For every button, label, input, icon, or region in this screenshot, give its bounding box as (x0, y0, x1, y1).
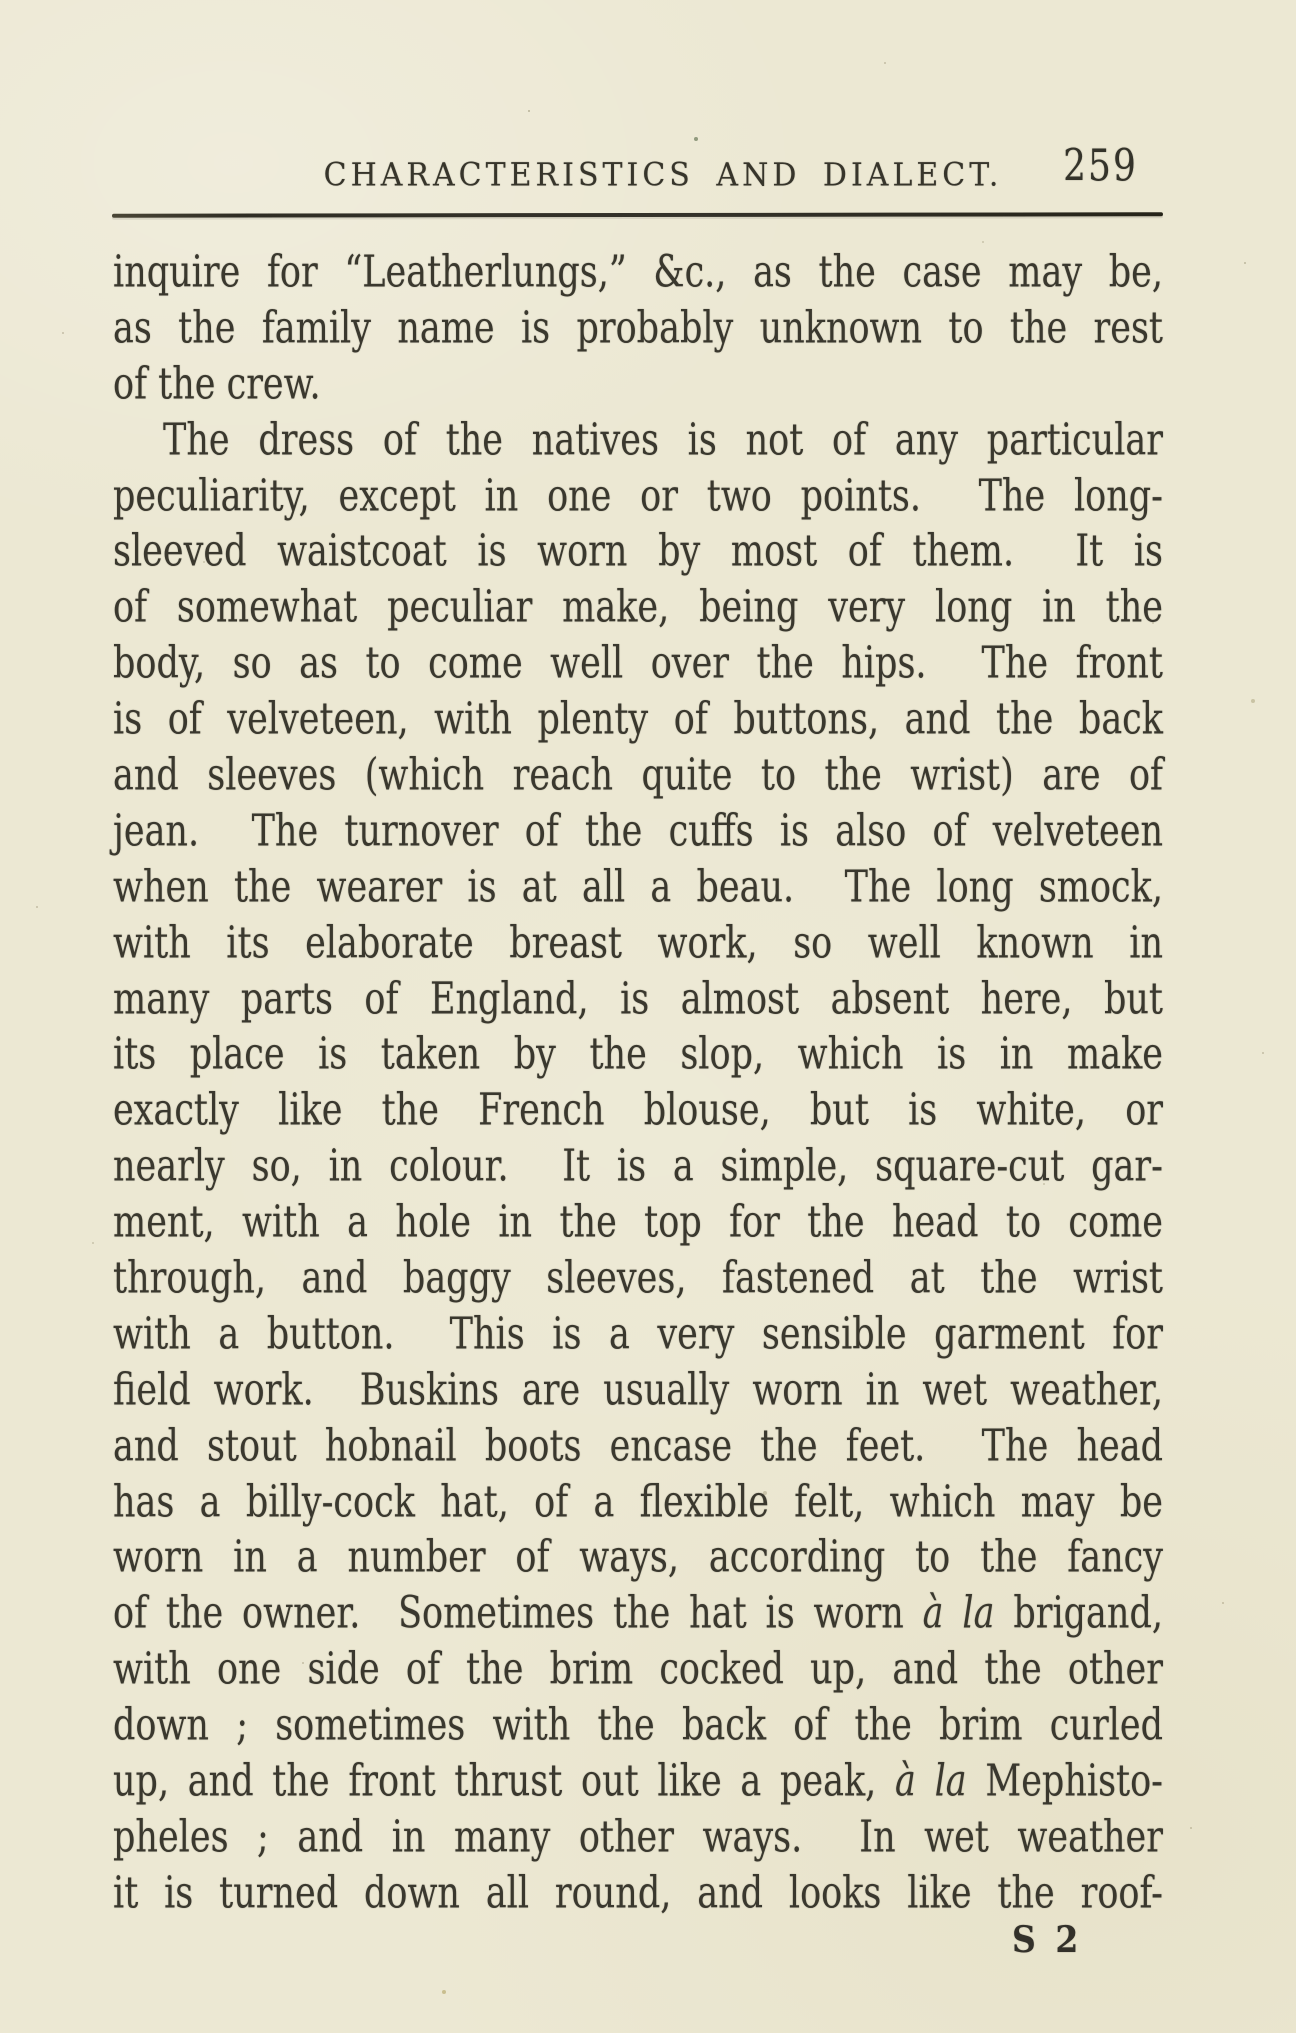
text-line: of the crew. (113, 359, 321, 410)
text-line: is of velveteen, with plenty of buttons, and the back (113, 694, 1163, 746)
text-line: worn in a number of ways, according to the fancy (113, 1533, 1163, 1584)
paper-speckles (0, 0, 2, 2)
text-line: nearly so, in colour. It is a simple, square-cut gar- (113, 1141, 1163, 1193)
text-line: has a billy-cock hat, of a flexible felt, which may be (113, 1477, 1163, 1528)
text-line: with its elaborate breast work, so well known in (113, 918, 1163, 969)
text-line: its place is taken by the slop, which is in make (113, 1030, 1163, 1081)
text-line: many parts of England, is almost absent here, but (113, 974, 1163, 1025)
page-number: 259 (1063, 141, 1138, 192)
text-line: it is turned down all round, and looks like the roof- (113, 1868, 1163, 1919)
header-rule (112, 212, 1163, 217)
text-line: and sleeves (which reach quite to the wrist) are of (113, 750, 1163, 801)
text-line: with one side of the brim cocked up, and the other (113, 1644, 1163, 1696)
running-header-title: CHARACTERISTICS AND DIALECT. (323, 157, 1003, 194)
text-line: with a button. This is a very sensible garment for (113, 1309, 1163, 1360)
running-header (113, 158, 1163, 193)
text-line: sleeved waistcoat is worn by most of them. It is (113, 527, 1163, 578)
text-line: of somewhat peculiar make, being very long in the (113, 582, 1163, 634)
text-line: when the wearer is at all a beau. The long smock, (113, 862, 1163, 913)
text-line: as the family name is probably unknown to the rest (113, 303, 1163, 354)
text-line: The dress of the natives is not of any particular (163, 415, 1163, 466)
text-line: peculiarity, except in one or two points. The long- (113, 471, 1163, 522)
text-line: pheles ; and in many other ways. In wet weather (113, 1812, 1163, 1863)
text-line: exactly like the French blouse, but is white, or (113, 1085, 1163, 1137)
text-line: through, and baggy sleeves, fastened at the wrist (113, 1253, 1163, 1304)
body-text (113, 246, 1163, 1923)
text-line: body, so as to come well over the hips. The front (113, 638, 1163, 690)
text-line: down ; sometimes with the back of the brim curled (113, 1700, 1163, 1752)
text-line: field work. Buskins are usually worn in wet weather, (113, 1365, 1163, 1416)
text-line: and stout hobnail boots encase the feet. The head (113, 1421, 1163, 1472)
signature-mark: S 2 (1012, 1918, 1080, 1961)
text-line: inquire for “Leatherlungs,” &c., as the case may be, (113, 247, 1163, 298)
text-line: jean. The turnover of the cuffs is also of velveteen (113, 806, 1163, 857)
text-line: up, and the front thrust out like a peak, à la Mephisto- (113, 1756, 1163, 1808)
text-line: of the owner. Sometimes the hat is worn à la brigand, (113, 1588, 1163, 1640)
text-line: ment, with a hole in the top for the head to come (113, 1197, 1163, 1249)
